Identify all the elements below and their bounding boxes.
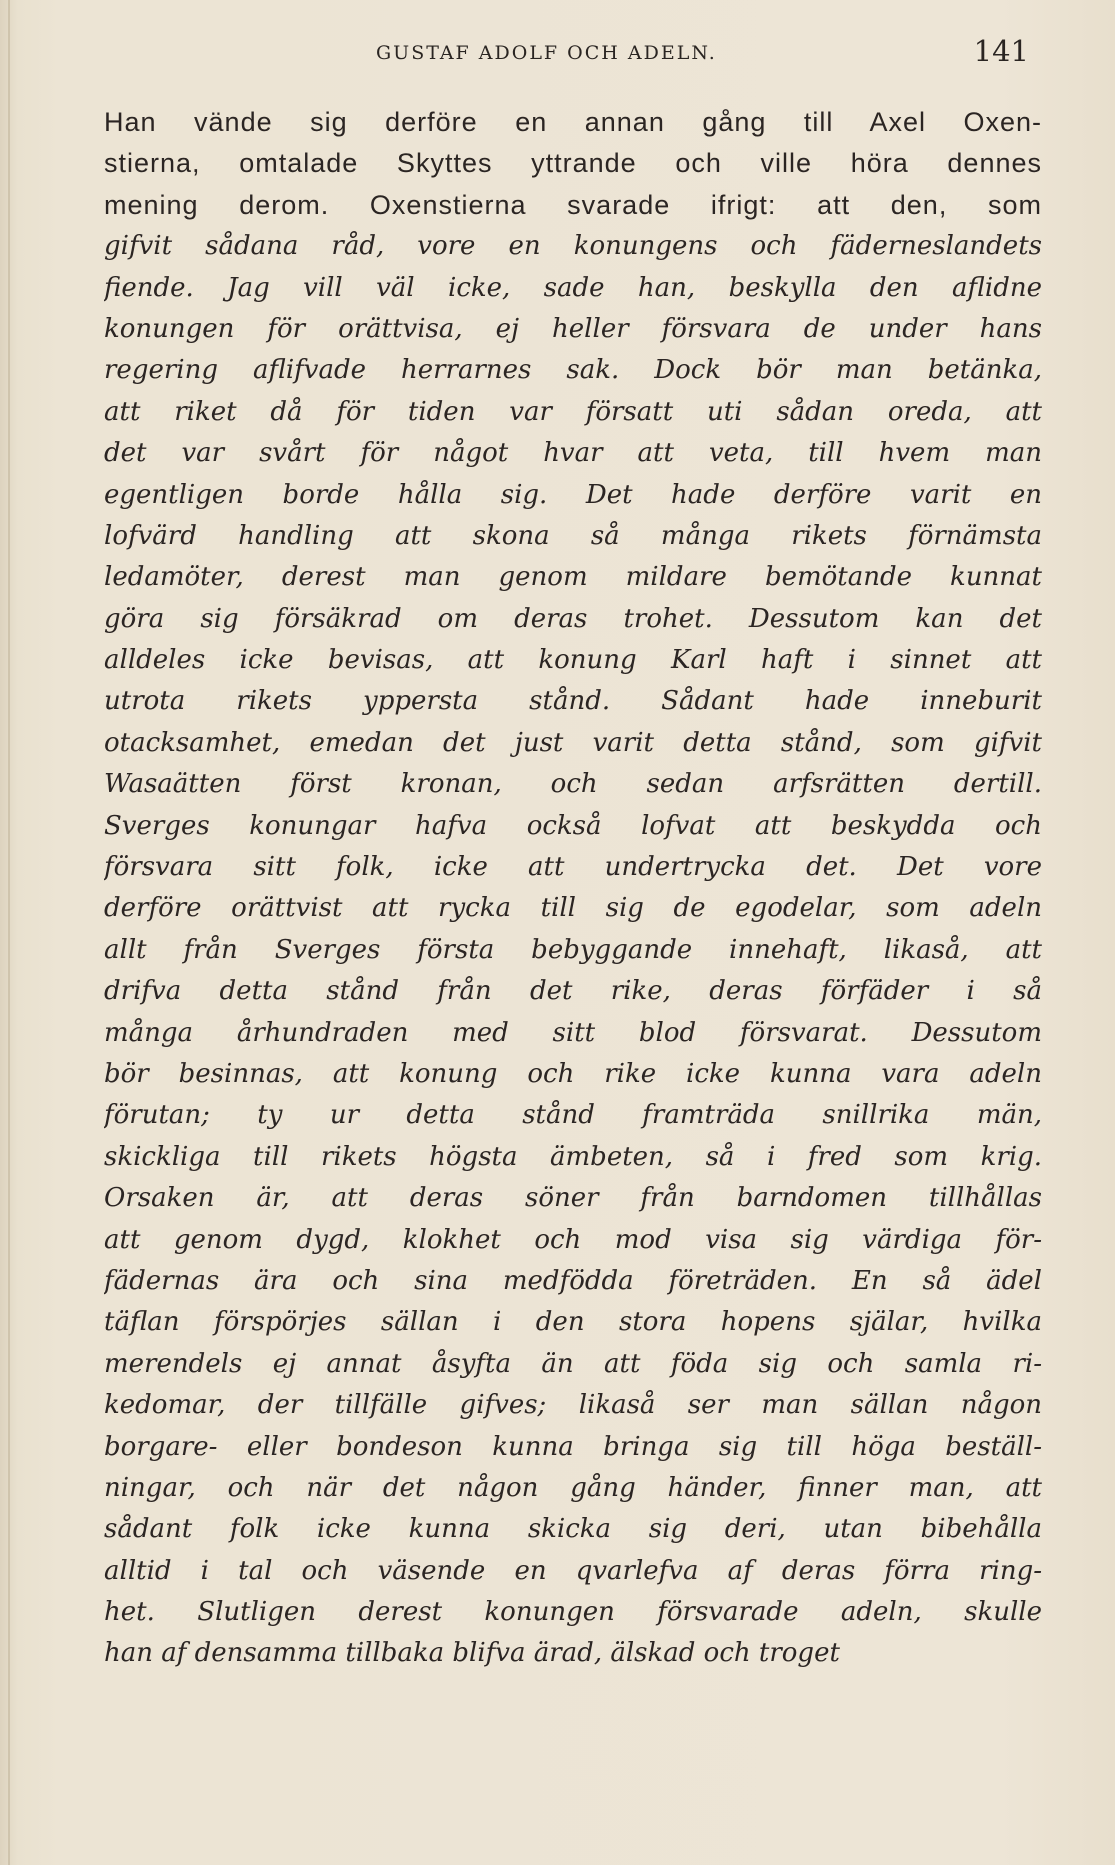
text-line: han af densamma tillbaka blifva ärad, älskad och troget (104, 1638, 840, 1669)
text-line: konungen för orättvisa, ej heller försvara de under hans (104, 313, 1042, 344)
text-line: borgare- eller bondeson kunna bringa sig till höga beställ- (104, 1431, 1042, 1462)
text-line: stierna, omtalade Skyttes yttrande och ville höra dennes (104, 148, 1042, 179)
text-line: allt från Sverges första bebyggande innehaft, likaså, att (104, 934, 1042, 965)
text-line: göra sig försäkrad om deras trohet. Dessutom kan det (104, 603, 1042, 634)
text-line: Han vände sig derföre en annan gång till Axel Oxen- (104, 107, 1042, 137)
binding-edge (8, 0, 10, 1865)
text-line: Sverges konungar hafva också lofvat att beskydda och (104, 810, 1042, 841)
page-header (104, 34, 1029, 74)
text-line: skickliga till rikets högsta ämbeten, så i fred som krig. (104, 1141, 1042, 1172)
text-line: kedomar, der tillfälle gifves; likaså ser man sällan någon (104, 1390, 1042, 1421)
text-line: fiende. Jag vill väl icke, sade han, beskylla den aflidne (104, 272, 1042, 303)
text-line: täflan förspörjes sällan i den stora hopens själar, hvilka (104, 1307, 1042, 1338)
text-line: bör besinnas, att konung och rike icke kunna vara adeln (104, 1058, 1042, 1089)
text-line: lofvärd handling att skona så många rikets förnämsta (104, 520, 1042, 551)
text-line: många århundraden med sitt blod försvarat. Dessutom (104, 1017, 1042, 1048)
text-line: Wasaätten först kronan, och sedan arfsrätten dertill. (104, 769, 1042, 800)
text-line: gifvit sådana råd, vore en konungens och fäderneslandets (104, 231, 1042, 262)
text-line: alltid i tal och väsende en qvarlefva af deras förra ring- (104, 1555, 1042, 1586)
text-line: alldeles icke bevisas, att konung Karl haft i sinnet att (104, 645, 1042, 676)
text-line: derföre orättvist att rycka till sig de egodelar, som adeln (104, 893, 1042, 924)
text-line: het. Slutligen derest konungen försvarade adeln, skulle (104, 1597, 1042, 1628)
text-line: sådant folk icke kunna skicka sig deri, utan bibehålla (104, 1514, 1042, 1545)
text-line: fädernas ära och sina medfödda företräden. En så ädel (104, 1265, 1042, 1296)
text-line: att genom dygd, klokhet och mod visa sig värdiga för- (104, 1224, 1042, 1255)
text-line: det var svårt för något hvar att veta, till hvem man (104, 438, 1042, 469)
text-line: otacksamhet, emedan det just varit detta stånd, som gifvit (104, 727, 1042, 758)
text-line: försvara sitt folk, icke att undertrycka det. Det vore (104, 852, 1042, 883)
text-line: utrota rikets yppersta stånd. Sådant hade inneburit (104, 686, 1042, 717)
text-line: drifva detta stånd från det rike, deras förfäder i så (104, 976, 1042, 1007)
text-line: merendels ej annat åsyfta än att föda sig och samla ri- (104, 1348, 1042, 1379)
text-line: ningar, och när det någon gång händer, finner man, att (104, 1472, 1042, 1503)
text-line: att riket då för tiden var försatt uti sådan oreda, att (104, 396, 1042, 427)
running-title: GUSTAF ADOLF OCH ADELN. (376, 42, 717, 64)
text-line: ledamöter, derest man genom mildare bemötande kunnat (104, 562, 1042, 593)
page-number: 141 (973, 34, 1029, 68)
text-line: mening derom. Oxenstierna svarade ifrigt: att den, som (104, 189, 1042, 220)
text-line: förutan; ty ur detta stånd framträda snillrika män, (104, 1100, 1042, 1131)
text-line: regering aflifvade herrarnes sak. Dock bör man betänka, (104, 355, 1042, 386)
text-line: Orsaken är, att deras söner från barndomen tillhållas (104, 1183, 1042, 1214)
body-text (104, 102, 1042, 1675)
text-line: egentligen borde hålla sig. Det hade derföre varit en (104, 479, 1042, 510)
